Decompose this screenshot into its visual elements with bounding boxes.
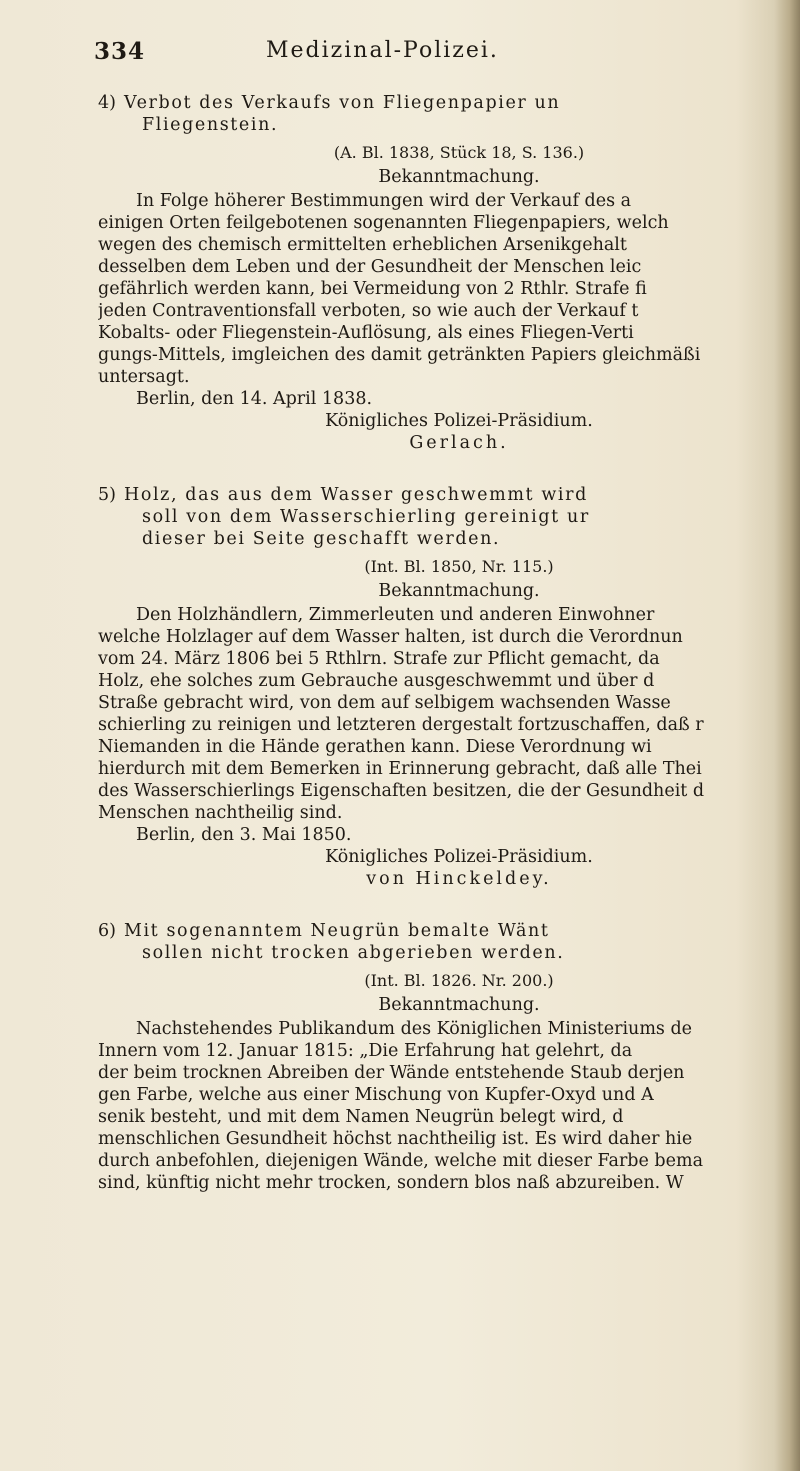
body-line: wegen des chemisch ermittelten erheblichen Arsenikgehalt [98,235,627,255]
signer: von Hinckeldey. [366,869,552,889]
page-number: 334 [94,38,146,65]
signer: Gerlach. [409,433,509,453]
notice-heading: Bekanntmachung. [378,581,540,601]
body-line: schierling zu reinigen und letzteren dergestalt fortzuschaffen, daß r [98,715,704,735]
section-4 [98,92,780,454]
body-line: untersagt. [98,367,190,387]
body-line: vom 24. März 1806 bei 5 Rthlrn. Strafe zur Pflicht gemacht, da [98,649,660,669]
body-line: sind, künftig nicht mehr trocken, sondern blos naß abzureiben. W [98,1173,684,1193]
section-title-line: dieser bei Seite geschafft werden. [142,529,501,549]
body-line: Den Holzhändlern, Zimmerleuten und anderen Einwohner [136,605,655,625]
issuing-authority: Königliches Polizei-Präsidium. [325,847,593,867]
body-line: In Folge höherer Bestimmungen wird der Verkauf des a [136,191,632,211]
source-citation: (A. Bl. 1838, Stück 18, S. 136.) [333,143,585,162]
body-line: des Wasserschierlings Eigenschaften besitzen, die der Gesundheit d [98,781,705,801]
section-title-line: Fliegenstein. [142,115,279,135]
body-line: desselben dem Leben und der Gesundheit der Menschen leic [98,257,642,277]
page-content [98,92,780,1224]
section-title [98,920,780,964]
body-line: Innern vom 12. Januar 1815: „Die Erfahrung hat gelehrt, da [98,1041,633,1061]
notice-heading: Bekanntmachung. [378,167,540,187]
source-citation: (Int. Bl. 1826. Nr. 200.) [364,971,554,990]
section-5 [98,484,780,890]
date-line: Berlin, den 14. April 1838. [136,389,373,409]
body-line: Straße gebracht wird, von dem auf selbigem wachsenden Wasse [98,693,671,713]
section-title-line: sollen nicht trocken abgerieben werden. [142,943,565,963]
body-line: gen Farbe, welche aus einer Mischung von Kupfer-Oxyd und A [98,1085,654,1105]
section-number: 5) [98,485,116,505]
section-number: 4) [98,93,116,113]
body-line: Kobalts- oder Fliegenstein-Auflösung, als eines Fliegen-Verti [98,323,634,343]
body-line: Niemanden in die Hände gerathen kann. Diese Verordnung wi [98,737,652,757]
section-title [98,484,780,550]
body-line: durch anbefohlen, diejenigen Wände, welche mit dieser Farbe bema [98,1151,704,1171]
body-line: Menschen nachtheilig sind. [98,803,343,823]
body-line: jeden Contraventionsfall verboten, so wie auch der Verkauf t [98,301,639,321]
section-title-line: Verbot des Verkaufs von Fliegenpapier un [123,93,561,113]
body-line: Holz, ehe solches zum Gebrauche ausgeschwemmt und über d [98,671,655,691]
body-line: welche Holzlager auf dem Wasser halten, ist durch die Verordnun [98,627,683,647]
section-title-line: soll von dem Wasserschierling gereinigt ur [142,507,590,527]
date-line: Berlin, den 3. Mai 1850. [136,825,352,845]
body-line: der beim trocknen Abreiben der Wände entstehende Staub derjen [98,1063,685,1083]
body-line: gefährlich werden kann, bei Vermeidung von 2 Rthlr. Strafe fi [98,279,647,299]
section-number: 6) [98,921,116,941]
body-line: menschlichen Gesundheit höchst nachtheilig ist. Es wird daher hie [98,1129,693,1149]
notice-body [98,604,780,824]
body-line: einigen Orten feilgebotenen sogenannten Fliegenpapiers, welch [98,213,669,233]
notice-body [98,1018,780,1194]
section-title-line: Holz, das aus dem Wasser geschwemmt wird [123,485,588,505]
body-line: hierdurch mit dem Bemerken in Erinnerung gebracht, daß alle Thei [98,759,702,779]
issuing-authority: Königliches Polizei-Präsidium. [325,411,593,431]
notice-body [98,190,780,388]
body-line: Nachstehendes Publikandum des Königlichen Ministeriums de [136,1019,693,1039]
section-title [98,92,780,136]
running-title: Medizinal-Polizei. [266,38,499,63]
section-title-line: Mit sogenanntem Neugrün bemalte Wänt [123,921,550,941]
body-line: senik besteht, und mit dem Namen Neugrün belegt wird, d [98,1107,624,1127]
body-line: gungs-Mittels, imgleichen des damit getränkten Papiers gleichmäßi [98,345,701,365]
source-citation: (Int. Bl. 1850, Nr. 115.) [364,557,554,576]
section-6 [98,920,780,1194]
notice-heading: Bekanntmachung. [378,995,540,1015]
page-header [94,38,774,72]
